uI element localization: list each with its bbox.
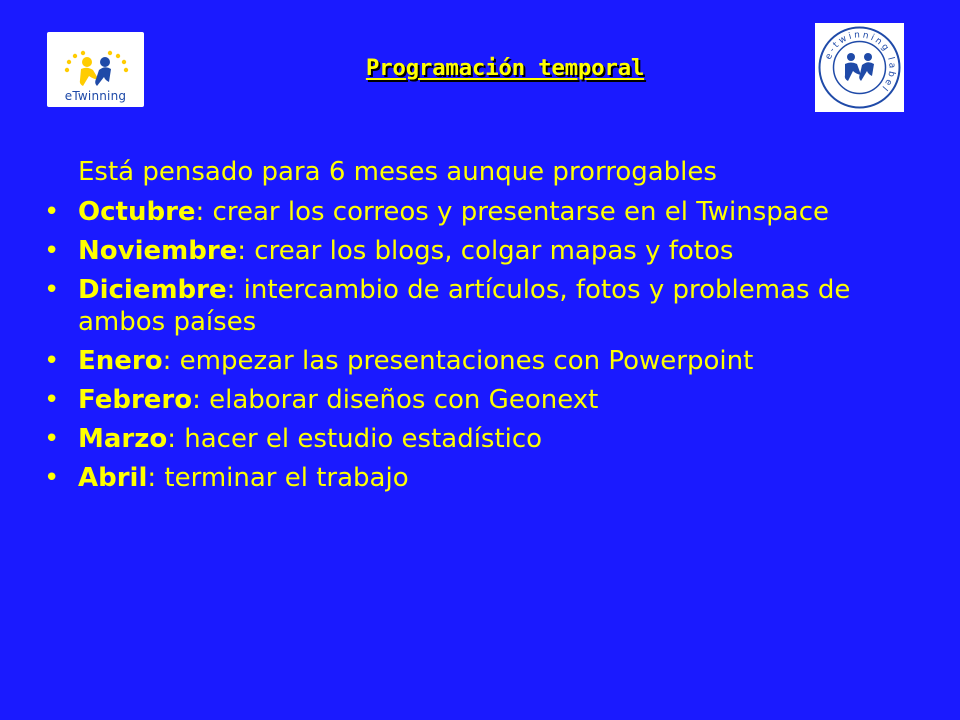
month-label: Febrero xyxy=(78,385,193,415)
list-item xyxy=(44,462,904,494)
month-label: Abril xyxy=(78,463,148,493)
slide-body xyxy=(44,156,904,501)
etwinning-logo-text: eTwinning xyxy=(64,89,127,103)
month-label: Diciembre xyxy=(78,275,227,305)
list-item xyxy=(44,384,904,416)
item-text: : crear los blogs, colgar mapas y fotos xyxy=(237,236,734,266)
bullet-icon: • xyxy=(44,236,60,266)
list-item xyxy=(44,235,904,267)
list-item xyxy=(44,196,904,228)
month-label: Noviembre xyxy=(78,236,238,266)
month-label: Octubre xyxy=(78,197,196,227)
item-text: : empezar las presentaciones con Powerpoint xyxy=(162,346,754,376)
bullet-icon: • xyxy=(44,463,60,493)
item-text: : elaborar diseños con Geonext xyxy=(192,385,599,415)
list-item xyxy=(44,274,904,338)
bullet-icon: • xyxy=(44,346,60,376)
bullet-icon: • xyxy=(44,275,60,305)
bullet-icon: • xyxy=(44,385,60,415)
intro-text: Está pensado para 6 meses aunque prorrogables xyxy=(78,157,717,187)
item-text: : crear los correos y presentarse en el Twinspace xyxy=(195,197,830,227)
month-label: Enero xyxy=(78,346,163,376)
list-item xyxy=(44,423,904,455)
label-ring-text: e-twinning label xyxy=(823,30,897,94)
list-item xyxy=(44,345,904,377)
item-text: : terminar el trabajo xyxy=(147,463,409,493)
bullet-icon: • xyxy=(44,424,60,454)
slide-title: Programación temporal xyxy=(365,55,645,81)
item-text: : hacer el estudio estadístico xyxy=(167,424,543,454)
item-text: : intercambio de artículos, fotos y problemas de ambos países xyxy=(78,275,851,337)
bullet-icon: • xyxy=(44,197,60,227)
month-label: Marzo xyxy=(78,424,168,454)
